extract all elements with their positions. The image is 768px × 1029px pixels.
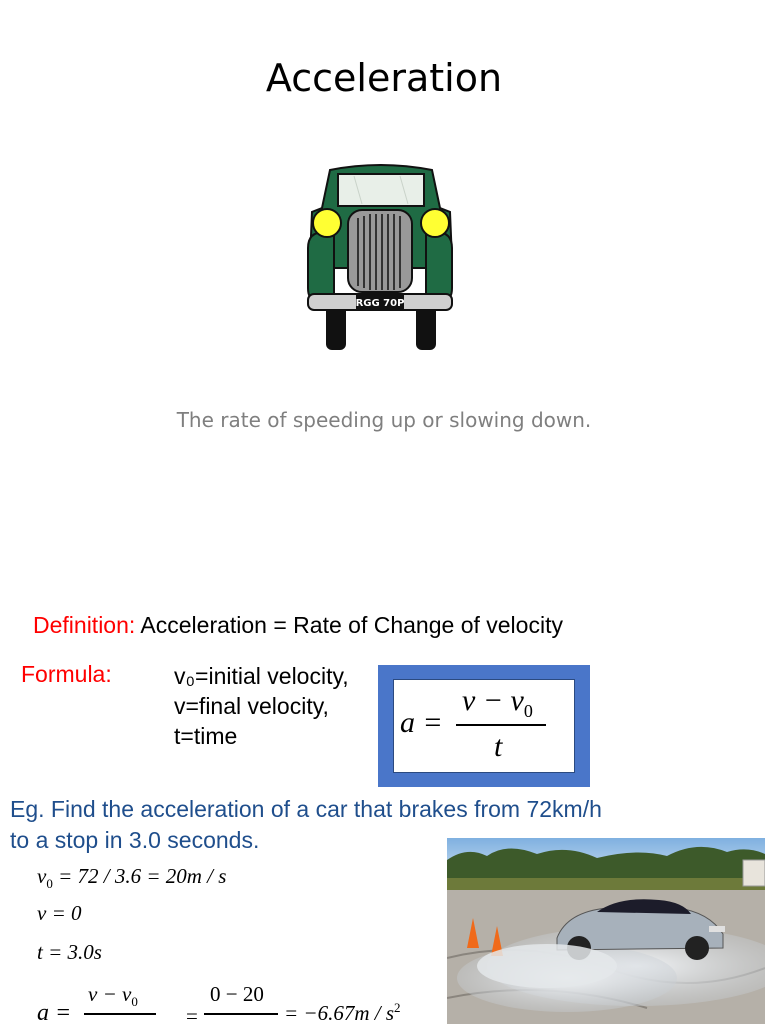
formula-lhs: a = <box>400 706 443 739</box>
slide-subtitle: The rate of speeding up or slowing down. <box>176 408 592 432</box>
formula-numerator-sub: 0 <box>523 701 533 721</box>
plate-text: RGG 70P <box>355 298 405 309</box>
formula-fraction-bar <box>456 724 546 726</box>
final-num1-text: v − v <box>88 982 132 1006</box>
step-1-sub: 0 <box>46 876 53 892</box>
formula-box <box>378 665 590 787</box>
car-headlight-left <box>313 209 341 237</box>
step-2-rhs: = 0 <box>46 901 82 925</box>
note-final-velocity: v=final velocity, <box>174 693 329 719</box>
example-line-2: to a stop in 3.0 seconds. <box>10 827 260 853</box>
car-windshield <box>338 174 424 206</box>
final-lhs: a = <box>37 1000 72 1026</box>
step-final-velocity <box>37 901 82 926</box>
final-numerator-1 <box>88 982 138 1010</box>
variable-notes <box>174 661 349 751</box>
step-initial-velocity <box>37 864 226 892</box>
final-result <box>284 1000 401 1026</box>
step-1-lhs: v <box>37 864 47 888</box>
final-equals: = <box>186 1004 198 1028</box>
definition-line <box>33 612 563 639</box>
formula-denominator: t <box>494 730 503 763</box>
example-line-1: Eg. Find the acceleration of a car that brakes from 72km/h <box>10 796 602 822</box>
formula-numerator <box>462 684 533 722</box>
step-time <box>37 940 102 965</box>
final-num1-sub: 0 <box>131 994 138 1010</box>
step-3-rhs: = 3.0s <box>42 940 102 964</box>
final-result-sup: 2 <box>394 1000 401 1015</box>
step-1-rhs: = 72 / 3.6 = 20m / s <box>52 864 227 888</box>
final-fraction-bar-2 <box>204 1013 278 1015</box>
note-time: t=time <box>174 723 238 749</box>
final-fraction-bar-1 <box>84 1013 156 1015</box>
slide-title: Acceleration <box>265 56 503 100</box>
step-2-lhs: v <box>37 901 47 925</box>
definition-label: Definition: <box>33 612 136 638</box>
car-headlight-right <box>421 209 449 237</box>
final-numerator-2: 0 − 20 <box>210 982 264 1006</box>
definition-text: Acceleration = Rate of Change of velocity <box>140 612 563 638</box>
braking-car-photo <box>447 838 765 1024</box>
note-initial-velocity: v₀=initial velocity, <box>174 663 349 689</box>
formula-numerator-text: v − v <box>462 684 524 717</box>
formula-label: Formula: <box>21 661 112 687</box>
step-3-lhs: t <box>37 940 43 964</box>
formula-equation <box>393 679 575 773</box>
vintage-car-illustration <box>304 160 456 355</box>
final-result-text: = −6.67m / s <box>284 1001 395 1025</box>
